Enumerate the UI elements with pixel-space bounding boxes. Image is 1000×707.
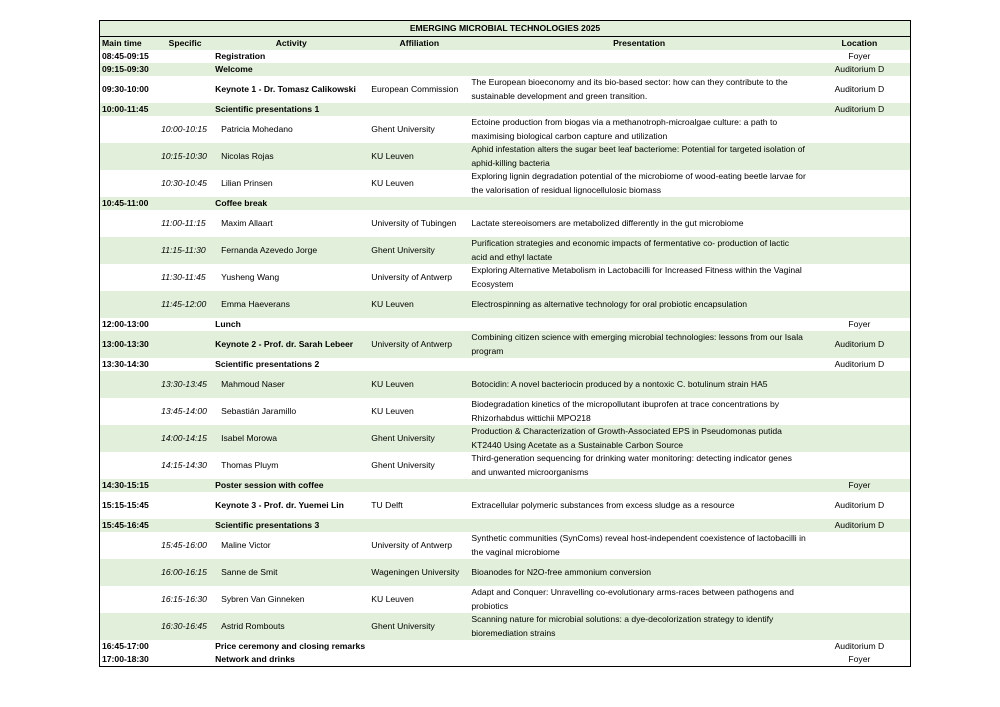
location-cell bbox=[809, 197, 910, 210]
location-cell: Auditorium D bbox=[834, 500, 885, 510]
activity-cell: Nicolas Rojas bbox=[221, 151, 274, 161]
schedule-row bbox=[100, 398, 910, 425]
location-cell: Foyer bbox=[848, 51, 871, 61]
specific-time-cell: 10:30-10:45 bbox=[161, 178, 207, 188]
presentation-cell: Combining citizen science with emerging microbial technologies: lessons from our Isala program bbox=[471, 332, 803, 356]
affiliation-cell: Ghent University bbox=[371, 245, 435, 255]
main-time-cell bbox=[100, 210, 157, 237]
specific-time-cell: 10:15-10:30 bbox=[161, 151, 207, 161]
main-time-cell bbox=[100, 452, 157, 479]
main-time-cell bbox=[100, 398, 157, 425]
specific-time-cell bbox=[157, 358, 213, 371]
affiliation-cell: University of Antwerp bbox=[371, 540, 453, 550]
presentation-cell bbox=[469, 197, 808, 210]
specific-time-cell bbox=[157, 331, 213, 358]
presentation-cell: Exploring lignin degradation potential of the microbiome of wood-eating beetle larvae for the valorisation of residual lignocellulosic biomass bbox=[471, 171, 806, 195]
affiliation-cell: KU Leuven bbox=[371, 178, 414, 188]
affiliation-cell bbox=[369, 358, 469, 371]
specific-time-cell bbox=[157, 76, 213, 103]
activity-cell: Mahmoud Naser bbox=[221, 379, 285, 389]
specific-time-cell: 14:00-14:15 bbox=[161, 433, 207, 443]
affiliation-cell: University of Antwerp bbox=[371, 272, 453, 282]
schedule-row bbox=[100, 76, 910, 103]
presentation-cell bbox=[469, 63, 808, 76]
schedule-row bbox=[100, 479, 910, 492]
schedule-row bbox=[100, 640, 910, 653]
activity-cell: Patricia Mohedano bbox=[221, 124, 293, 134]
activity-cell: Sanne de Smit bbox=[221, 567, 278, 577]
activity-cell: Yusheng Wang bbox=[221, 272, 280, 282]
specific-time-cell bbox=[157, 63, 213, 76]
activity-cell: Emma Haeverans bbox=[221, 299, 290, 309]
schedule-row bbox=[100, 559, 910, 586]
location-cell bbox=[809, 143, 910, 170]
activity-cell: Scientific presentations 1 bbox=[215, 104, 320, 114]
main-time-cell bbox=[100, 170, 157, 197]
specific-time-cell bbox=[157, 103, 213, 116]
location-cell bbox=[809, 559, 910, 586]
activity-cell: Lilian Prinsen bbox=[221, 178, 273, 188]
specific-time-cell bbox=[157, 519, 213, 532]
location-cell: Auditorium D bbox=[834, 359, 885, 369]
presentation-cell bbox=[469, 653, 808, 666]
specific-time-cell bbox=[157, 197, 213, 210]
specific-time-cell: 13:30-13:45 bbox=[161, 379, 207, 389]
location-cell bbox=[809, 425, 910, 452]
affiliation-cell bbox=[369, 63, 469, 76]
location-cell bbox=[809, 264, 910, 291]
presentation-cell bbox=[469, 318, 808, 331]
specific-time-cell bbox=[157, 653, 213, 666]
main-time-cell bbox=[100, 237, 157, 264]
schedule-row bbox=[100, 237, 910, 264]
affiliation-cell bbox=[369, 640, 469, 653]
presentation-cell: Synthetic communities (SynComs) reveal host-independent coexistence of lactobacilli in the vaginal microbiome bbox=[471, 533, 806, 557]
main-time-cell: 10:45-11:00 bbox=[102, 198, 149, 208]
specific-time-cell bbox=[157, 479, 213, 492]
affiliation-cell: KU Leuven bbox=[371, 379, 414, 389]
schedule-row bbox=[100, 371, 910, 398]
main-time-cell: 15:45-16:45 bbox=[102, 520, 149, 530]
main-time-cell: 17:00-18:30 bbox=[102, 654, 149, 664]
header-row bbox=[100, 37, 910, 51]
location-cell bbox=[809, 170, 910, 197]
affiliation-cell: KU Leuven bbox=[371, 299, 414, 309]
schedule-table bbox=[100, 21, 910, 666]
title-row bbox=[100, 21, 910, 37]
activity-cell: Isabel Morowa bbox=[221, 433, 278, 443]
affiliation-cell bbox=[369, 479, 469, 492]
specific-time-cell: 15:45-16:00 bbox=[161, 540, 207, 550]
location-cell bbox=[809, 398, 910, 425]
affiliation-cell: KU Leuven bbox=[371, 151, 414, 161]
schedule-row bbox=[100, 586, 910, 613]
main-time-cell bbox=[100, 371, 157, 398]
main-time-cell: 14:30-15:15 bbox=[102, 480, 149, 490]
presentation-cell bbox=[469, 358, 808, 371]
presentation-cell bbox=[469, 479, 808, 492]
location-cell bbox=[809, 237, 910, 264]
specific-time-cell: 16:00-16:15 bbox=[161, 567, 207, 577]
activity-cell: Maline Victor bbox=[221, 540, 271, 550]
schedule-row bbox=[100, 318, 910, 331]
activity-cell: Scientific presentations 3 bbox=[215, 520, 320, 530]
location-cell: Auditorium D bbox=[834, 64, 885, 74]
header-location: Location bbox=[841, 38, 878, 48]
schedule-row bbox=[100, 116, 910, 143]
location-cell: Foyer bbox=[848, 319, 871, 329]
specific-time-cell: 14:15-14:30 bbox=[161, 460, 207, 470]
main-time-cell bbox=[100, 532, 157, 559]
affiliation-cell bbox=[369, 197, 469, 210]
affiliation-cell bbox=[369, 519, 469, 532]
affiliation-cell: University of Tubingen bbox=[371, 218, 457, 228]
main-time-cell: 15:15-15:45 bbox=[102, 500, 149, 510]
presentation-cell: Biodegradation kinetics of the micropollutant ibuprofen at trace concentrations by Rhizorhabdus wittichii MPO218 bbox=[471, 399, 780, 423]
affiliation-cell: Ghent University bbox=[371, 621, 435, 631]
presentation-cell: Extracellular polymeric substances from excess sludge as a resource bbox=[471, 499, 735, 510]
header-activity: Activity bbox=[275, 38, 307, 48]
schedule-row bbox=[100, 331, 910, 358]
activity-cell: Sebastián Jaramillo bbox=[221, 406, 297, 416]
schedule-row bbox=[100, 613, 910, 640]
schedule-row bbox=[100, 492, 910, 519]
location-cell bbox=[809, 116, 910, 143]
specific-time-cell bbox=[157, 640, 213, 653]
main-time-cell bbox=[100, 264, 157, 291]
main-time-cell: 09:30-10:00 bbox=[102, 84, 149, 94]
affiliation-cell bbox=[369, 653, 469, 666]
schedule-title: EMERGING MICROBIAL TECHNOLOGIES 2025 bbox=[100, 21, 910, 37]
location-cell: Auditorium D bbox=[834, 339, 885, 349]
main-time-cell: 13:00-13:30 bbox=[102, 339, 149, 349]
affiliation-cell: Wageningen University bbox=[371, 567, 460, 577]
activity-cell: Registration bbox=[215, 51, 266, 61]
schedule-row bbox=[100, 532, 910, 559]
specific-time-cell bbox=[157, 318, 213, 331]
schedule-sheet bbox=[99, 20, 911, 667]
presentation-cell bbox=[469, 103, 808, 116]
activity-cell: Keynote 1 - Dr. Tomasz Calikowski bbox=[215, 84, 356, 94]
location-cell bbox=[809, 371, 910, 398]
specific-time-cell: 11:45-12:00 bbox=[161, 299, 207, 309]
affiliation-cell: KU Leuven bbox=[371, 406, 414, 416]
presentation-cell: Aphid infestation alters the sugar beet leaf bacteriome: Potential for targeted isolation of aphid-killing bacteria bbox=[471, 144, 805, 168]
activity-cell: Price ceremony and closing remarks bbox=[215, 641, 366, 651]
affiliation-cell: Ghent University bbox=[371, 124, 435, 134]
schedule-row bbox=[100, 63, 910, 76]
main-time-cell bbox=[100, 143, 157, 170]
presentation-cell bbox=[469, 50, 808, 63]
activity-cell: Welcome bbox=[215, 64, 253, 74]
schedule-row bbox=[100, 291, 910, 318]
activity-cell: Coffee break bbox=[215, 198, 268, 208]
activity-cell: Poster session with coffee bbox=[215, 480, 324, 490]
header-main-time: Main time bbox=[102, 38, 142, 48]
specific-time-cell: 11:00-11:15 bbox=[161, 218, 206, 228]
schedule-row bbox=[100, 452, 910, 479]
specific-time-cell: 13:45-14:00 bbox=[161, 406, 207, 416]
specific-time-cell: 10:00-10:15 bbox=[161, 124, 207, 134]
presentation-cell: Ectoine production from biogas via a methanotroph-microalgae culture: a path to maximising biological carbon capture and utilization bbox=[471, 117, 778, 141]
presentation-cell bbox=[469, 519, 808, 532]
main-time-cell: 13:30-14:30 bbox=[102, 359, 149, 369]
location-cell bbox=[809, 452, 910, 479]
activity-cell: Lunch bbox=[215, 319, 241, 329]
affiliation-cell: European Commission bbox=[371, 84, 459, 94]
activity-cell: Maxim Allaart bbox=[221, 218, 273, 228]
location-cell bbox=[809, 210, 910, 237]
main-time-cell: 10:00-11:45 bbox=[102, 104, 149, 114]
activity-cell: Fernanda Azevedo Jorge bbox=[221, 245, 318, 255]
main-time-cell: 08:45-09:15 bbox=[102, 51, 149, 61]
schedule-row bbox=[100, 653, 910, 666]
activity-cell: Keynote 2 - Prof. dr. Sarah Lebeer bbox=[215, 339, 354, 349]
location-cell: Foyer bbox=[848, 480, 871, 490]
main-time-cell: 09:15-09:30 bbox=[102, 64, 149, 74]
specific-time-cell: 11:15-11:30 bbox=[161, 245, 206, 255]
header-affiliation: Affiliation bbox=[399, 38, 440, 48]
main-time-cell bbox=[100, 425, 157, 452]
affiliation-cell: University of Antwerp bbox=[371, 339, 453, 349]
schedule-row bbox=[100, 143, 910, 170]
location-cell bbox=[809, 532, 910, 559]
schedule-row bbox=[100, 197, 910, 210]
presentation-cell: Scanning nature for microbial solutions: a dye-decolorization strategy to identify bioremediation strains bbox=[471, 614, 774, 638]
presentation-cell: Botocidin: A novel bacteriocin produced by a nontoxic C. botulinum strain HA5 bbox=[471, 378, 768, 389]
affiliation-cell bbox=[369, 103, 469, 116]
schedule-row bbox=[100, 210, 910, 237]
presentation-cell: Third-generation sequencing for drinking water monitoring: detecting indicator genes and unwanted microorganisms bbox=[471, 453, 792, 477]
activity-cell: Keynote 3 - Prof. dr. Yuemei Lin bbox=[215, 500, 344, 510]
location-cell: Foyer bbox=[848, 654, 871, 664]
activity-cell: Scientific presentations 2 bbox=[215, 359, 320, 369]
activity-cell: Astrid Rombouts bbox=[221, 621, 285, 631]
presentation-cell: Adapt and Conquer: Unravelling co-evolutionary arms-races between pathogens and probiotics bbox=[471, 587, 794, 611]
specific-time-cell bbox=[157, 492, 213, 519]
activity-cell: Thomas Pluym bbox=[221, 460, 279, 470]
location-cell bbox=[809, 291, 910, 318]
location-cell: Auditorium D bbox=[834, 84, 885, 94]
presentation-cell bbox=[469, 640, 808, 653]
schedule-row bbox=[100, 103, 910, 116]
schedule-row bbox=[100, 358, 910, 371]
main-time-cell bbox=[100, 613, 157, 640]
header-presentation: Presentation bbox=[613, 38, 666, 48]
presentation-cell: Purification strategies and economic impacts of fermentative co- production of lactic acid and ethyl lactate bbox=[471, 238, 790, 262]
presentation-cell: Bioanodes for N2O-free ammonium conversion bbox=[471, 566, 652, 577]
affiliation-cell: KU Leuven bbox=[371, 594, 414, 604]
main-time-cell bbox=[100, 116, 157, 143]
main-time-cell: 12:00-13:00 bbox=[102, 319, 149, 329]
presentation-cell: Lactate stereoisomers are metabolized differently in the gut microbiome bbox=[471, 217, 744, 228]
schedule-row bbox=[100, 170, 910, 197]
location-cell: Auditorium D bbox=[834, 641, 885, 651]
location-cell bbox=[809, 586, 910, 613]
affiliation-cell: Ghent University bbox=[371, 433, 435, 443]
activity-cell: Network and drinks bbox=[215, 654, 295, 664]
affiliation-cell: TU Delft bbox=[371, 500, 403, 510]
schedule-row bbox=[100, 264, 910, 291]
header-specific: Specific bbox=[168, 38, 202, 48]
presentation-cell: Exploring Alternative Metabolism in Lactobacilli for Increased Fitness within the Vaginal Ecosystem bbox=[471, 265, 802, 289]
activity-cell: Sybren Van Ginneken bbox=[221, 594, 305, 604]
schedule-row bbox=[100, 519, 910, 532]
presentation-cell: Production & Characterization of Growth-Associated EPS in Pseudomonas putida KT2440 Using Acetate as a Sustainable Carbon Source bbox=[471, 426, 782, 450]
location-cell: Auditorium D bbox=[834, 104, 885, 114]
specific-time-cell bbox=[157, 50, 213, 63]
specific-time-cell: 16:30-16:45 bbox=[161, 621, 207, 631]
main-time-cell bbox=[100, 559, 157, 586]
main-time-cell: 16:45-17:00 bbox=[102, 641, 149, 651]
affiliation-cell: Ghent University bbox=[371, 460, 435, 470]
location-cell: Auditorium D bbox=[834, 520, 885, 530]
presentation-cell: Electrospinning as alternative technology for oral probiotic encapsulation bbox=[471, 298, 748, 309]
affiliation-cell bbox=[369, 318, 469, 331]
schedule-row bbox=[100, 50, 910, 63]
main-time-cell bbox=[100, 586, 157, 613]
schedule-row bbox=[100, 425, 910, 452]
presentation-cell: The European bioeconomy and its bio-based sector: how can they contribute to the sustainable development and green transition. bbox=[471, 77, 788, 101]
main-time-cell bbox=[100, 291, 157, 318]
affiliation-cell bbox=[369, 50, 469, 63]
specific-time-cell: 11:30-11:45 bbox=[161, 272, 206, 282]
specific-time-cell: 16:15-16:30 bbox=[161, 594, 207, 604]
location-cell bbox=[809, 613, 910, 640]
